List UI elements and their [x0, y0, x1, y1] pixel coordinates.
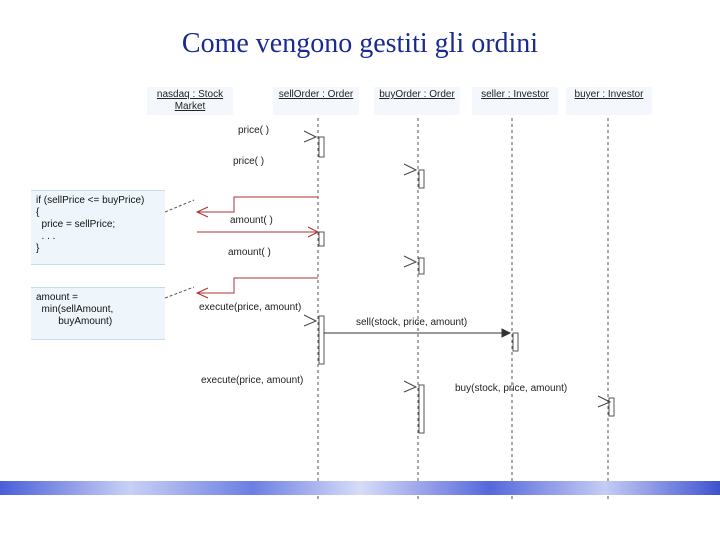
- message-arrowhead: [598, 396, 610, 407]
- lifeline-seller-label: seller : Investor: [481, 89, 549, 100]
- activation-bar: [319, 232, 324, 246]
- lifeline-nasdaq-label-2: Market: [174, 101, 206, 112]
- note-connector: [165, 200, 194, 212]
- message-arrowhead: [404, 164, 416, 175]
- sell-call-arrowhead: [502, 329, 510, 337]
- activation-bar: [513, 333, 518, 351]
- msg-execute-1: execute(price, amount): [199, 302, 302, 313]
- activation-bar: [319, 316, 324, 364]
- msg-amount-1: amount( ): [230, 215, 273, 226]
- msg-sell: sell(stock, price, amount): [356, 317, 468, 328]
- note-price-condition: if (sellPrice <= buyPrice) { price = sellPrice; . . . }: [31, 190, 165, 265]
- self-call-loop: [197, 197, 318, 212]
- msg-execute-2: execute(price, amount): [201, 375, 304, 386]
- message-arrowhead: [404, 381, 416, 392]
- msg-amount-2: amount( ): [228, 247, 271, 258]
- footer-band: [0, 481, 720, 495]
- note-amount-min: amount = min(sellAmount, buyAmount): [31, 287, 165, 340]
- lifeline-sell-order-label: sellOrder : Order: [278, 89, 354, 100]
- activation-bar: [419, 385, 424, 433]
- lifeline-buy-order-label: buyOrder : Order: [379, 89, 455, 100]
- message-arrowhead: [404, 256, 416, 267]
- msg-price-1: price( ): [238, 125, 270, 136]
- lifeline-nasdaq-label: nasdaq : Stock: [156, 89, 224, 100]
- activation-bar: [609, 398, 614, 416]
- activation-bar: [319, 137, 324, 157]
- lifeline-buyer-label: buyer : Investor: [574, 89, 644, 100]
- self-call-loop: [197, 278, 318, 293]
- msg-buy: buy(stock, price, amount): [455, 383, 568, 394]
- slide-title: Come vengono gestiti gli ordini: [181, 28, 539, 59]
- message-arrowhead: [304, 315, 316, 326]
- message-arrowhead: [304, 131, 316, 142]
- activation-bar: [419, 258, 424, 274]
- note-connector: [165, 287, 194, 298]
- msg-price-2: price( ): [233, 156, 265, 167]
- activation-bar: [419, 170, 424, 188]
